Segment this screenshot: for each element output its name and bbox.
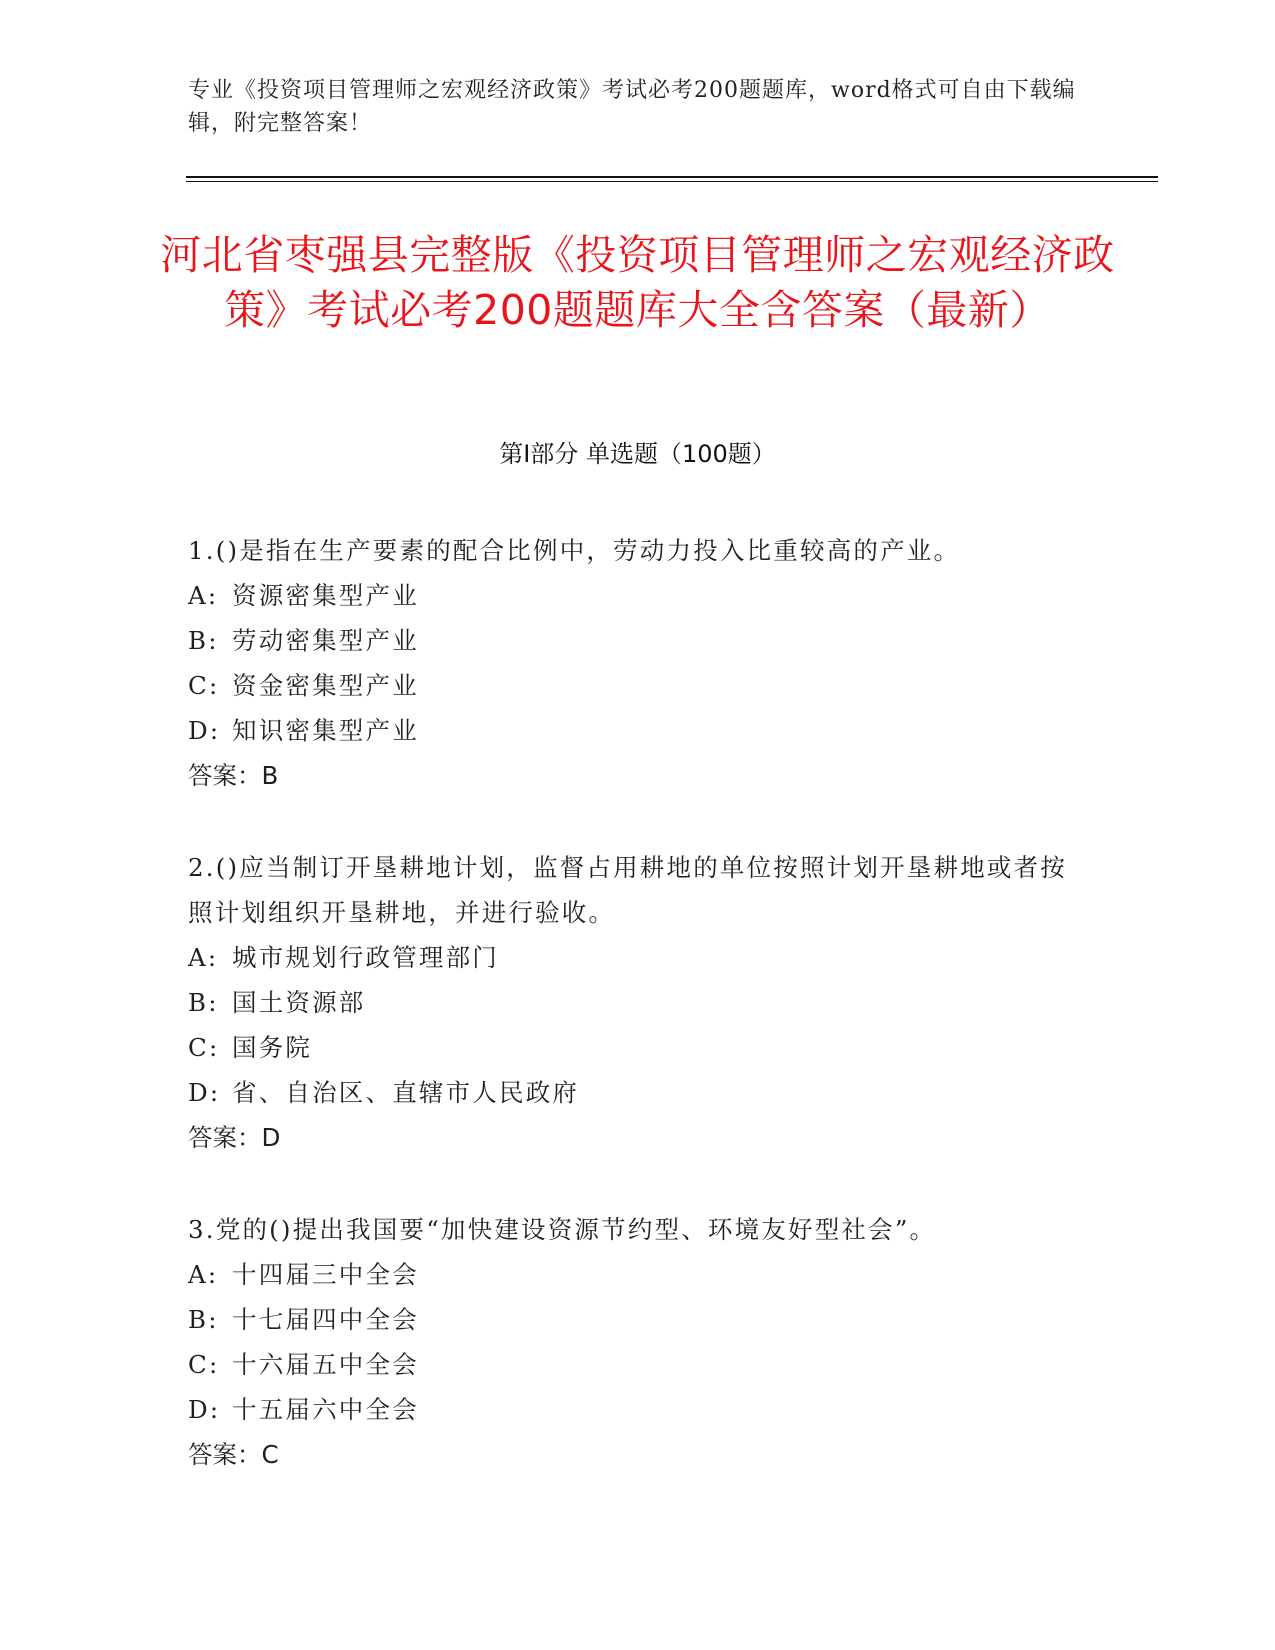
option-d	[188, 1387, 1088, 1432]
option-b	[188, 980, 1088, 1025]
answer-line: 答案：D	[188, 1123, 281, 1152]
option-text: 十四届三中全会	[232, 1260, 419, 1289]
question-1	[188, 528, 1088, 798]
option-text: 城市规划行政管理部门	[232, 943, 499, 972]
question-stem: 3.党的()提出我国要“加快建设资源节约型、环境友好型社会”。	[188, 1215, 937, 1244]
option-text: 国务院	[232, 1033, 313, 1062]
option-c	[188, 663, 1088, 708]
header-divider	[186, 176, 1158, 182]
answer-line: 答案：B	[188, 761, 279, 790]
question-stem: 1.()是指在生产要素的配合比例中，劳动力投入比重较高的产业。	[188, 536, 961, 565]
option-text: 劳动密集型产业	[232, 626, 419, 655]
section-heading: 第I部分 单选题（100题）	[499, 440, 776, 468]
option-letter: D:	[188, 1395, 221, 1424]
option-c	[188, 1342, 1088, 1387]
option-a	[188, 1252, 1088, 1297]
option-text: 资金密集型产业	[232, 671, 419, 700]
option-letter: C:	[188, 1033, 220, 1062]
question-2	[188, 845, 1088, 1160]
option-letter: C:	[188, 671, 220, 700]
option-letter: B:	[188, 626, 219, 655]
option-a	[188, 573, 1088, 618]
option-text: 十七届四中全会	[232, 1305, 419, 1334]
option-letter: C:	[188, 1350, 220, 1379]
option-text: 知识密集型产业	[232, 716, 419, 745]
option-d	[188, 1070, 1088, 1115]
option-letter: A:	[188, 943, 219, 972]
answer-line: 答案：C	[188, 1440, 279, 1469]
option-b	[188, 618, 1088, 663]
option-letter: D:	[188, 1078, 221, 1107]
option-a	[188, 935, 1088, 980]
option-text: 国土资源部	[232, 988, 366, 1017]
document-title: 河北省枣强县完整版《投资项目管理师之宏观经济政策》考试必考200题题库大全含答案（最新）	[160, 231, 1115, 334]
option-letter: D:	[188, 716, 221, 745]
option-letter: A:	[188, 1260, 219, 1289]
question-list	[188, 528, 1088, 1524]
option-text: 十六届五中全会	[232, 1350, 419, 1379]
header-note: 专业《投资项目管理师之宏观经济政策》考试必考200题题库，word格式可自由下载编辑，附完整答案！	[188, 78, 1076, 136]
option-letter: B:	[188, 988, 219, 1017]
option-b	[188, 1297, 1088, 1342]
option-letter: B:	[188, 1305, 219, 1334]
option-c	[188, 1025, 1088, 1070]
option-d	[188, 708, 1088, 753]
question-3	[188, 1207, 1088, 1477]
option-text: 资源密集型产业	[232, 581, 419, 610]
option-text: 省、自治区、直辖市人民政府	[232, 1078, 580, 1107]
question-stem: 2.()应当制订开垦耕地计划，监督占用耕地的单位按照计划开垦耕地或者按照计划组织开垦耕地，并进行验收。	[188, 853, 1067, 927]
option-letter: A:	[188, 581, 219, 610]
option-text: 十五届六中全会	[232, 1395, 419, 1424]
